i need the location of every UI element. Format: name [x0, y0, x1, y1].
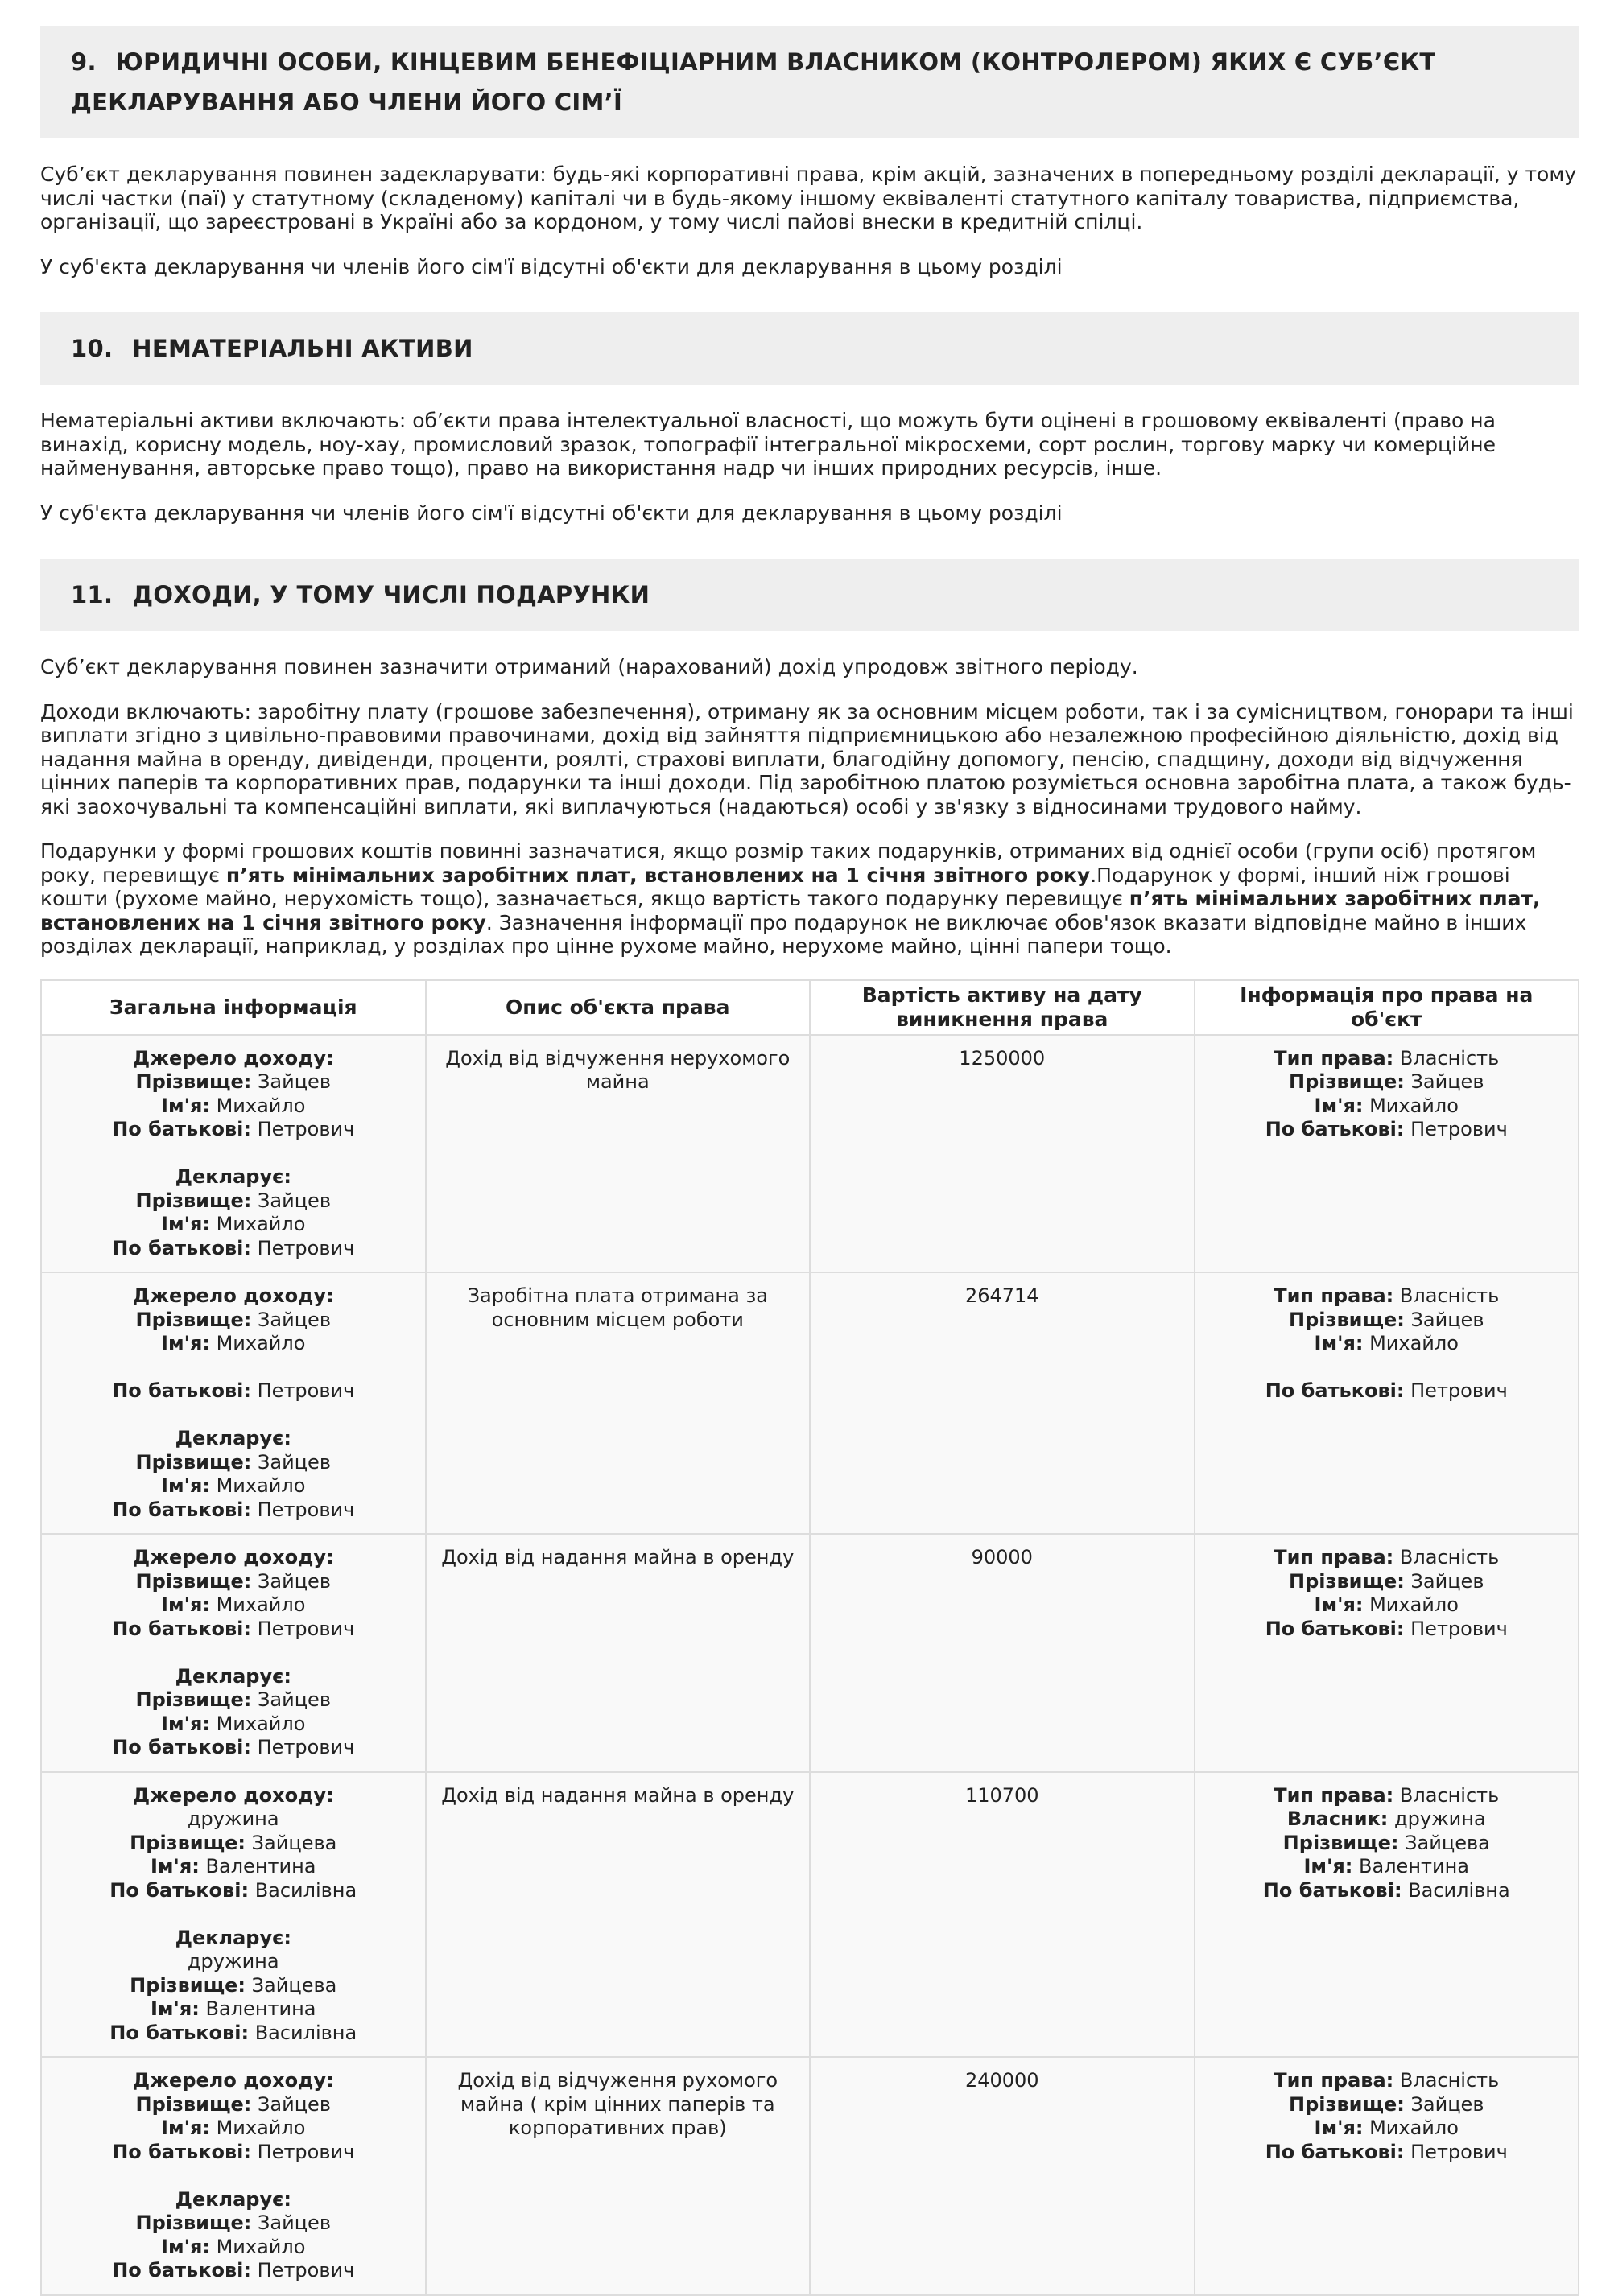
source-name-label: Ім'я:: [161, 1094, 210, 1117]
object-description-cell: Дохід від надання майна в оренду: [426, 1772, 811, 2058]
source-patronymic-label: По батькові:: [112, 1379, 251, 1402]
object-description-cell: Дохід від надання майна в оренду: [426, 1534, 811, 1772]
declares-label: Декларує:: [175, 1664, 291, 1688]
right-name-value: Михайло: [1369, 1593, 1459, 1616]
declarant-name-label: Ім'я:: [161, 1712, 210, 1735]
declarant-patronymic-value: Василівна: [254, 2021, 357, 2044]
declarant-surname-label: Прізвище:: [135, 1688, 252, 1711]
section-9-empty-note: У суб'єкта декларування чи членів його сім'ї відсутні об'єкти для декларування в цьому розділі: [40, 254, 1063, 278]
general-info-cell: [41, 1272, 426, 1534]
source-name-label: Ім'я:: [151, 1855, 200, 1878]
declarant-patronymic-label: По батькові:: [112, 1236, 251, 1259]
source-patronymic-value: Петрович: [257, 2140, 355, 2163]
declarant-patronymic: [53, 1736, 414, 1760]
source-patronymic: [53, 1118, 414, 1142]
declarant-surname-value: Зайцева: [251, 1973, 337, 1997]
right-owner-label: Власник:: [1286, 1808, 1389, 1830]
section-9-title-text: ЮРИДИЧНІ ОСОБИ, КІНЦЕВИМ БЕНЕФІЦІАРНИМ ВЛАСНИКОМ (КОНТРОЛЕРОМ) ЯКИХ Є СУБ’ЄКТ ДЕКЛАРУВАННЯ АБО ЧЛЕНИ ЙОГО СІМ’Ї: [71, 48, 1436, 116]
declarant-patronymic-value: Петрович: [257, 1236, 355, 1259]
declarant-patronymic-value: Петрович: [257, 1736, 355, 1758]
right-type-value: Власність: [1399, 1284, 1500, 1307]
right-name: [1207, 2117, 1567, 2141]
declarant-name: [53, 2236, 414, 2260]
right-surname: [1207, 1832, 1567, 1856]
right-owner-value: дружина: [1394, 1808, 1486, 1830]
rights-info-cell: [1195, 1035, 1579, 1273]
source-patronymic: [53, 1618, 414, 1642]
right-name-value: Михайло: [1369, 2117, 1459, 2139]
right-surname-label: Прізвище:: [1282, 1831, 1399, 1854]
right-name-label: Ім'я:: [1314, 1332, 1364, 1354]
right-patronymic: [1207, 1379, 1567, 1404]
blank-line: [53, 1641, 414, 1665]
declarant-surname: [53, 1451, 414, 1475]
section-10-title-text: НЕМАТЕРІАЛЬНІ АКТИВИ: [132, 335, 473, 362]
section-11-intro: Суб’єкт декларування повинен зазначити отриманий (нарахований) дохід упродовж звітного періоду.: [40, 655, 1138, 678]
income-source-label: Джерело доходу:: [132, 1783, 334, 1807]
section-11-header: [40, 559, 1579, 631]
source-name-value: Михайло: [216, 1332, 306, 1354]
source-patronymic-value: Петрович: [257, 1379, 355, 1402]
source-surname-value: Зайцев: [258, 1308, 331, 1331]
income-source-relation: дружина: [187, 1808, 279, 1830]
declarant-surname: [53, 1189, 414, 1214]
right-surname: [1207, 2093, 1567, 2117]
declarant-name-label: Ім'я:: [161, 1474, 210, 1497]
table-row: [41, 1772, 1579, 2058]
declarant-surname-label: Прізвище:: [135, 1189, 252, 1212]
object-description-cell: Заробітна плата отримана за основним місцем роботи: [426, 1272, 811, 1534]
right-name-value: Михайло: [1369, 1332, 1459, 1354]
general-info-cell: [41, 1772, 426, 2058]
source-surname-label: Прізвище:: [135, 2092, 252, 2116]
right-name: [1207, 1593, 1567, 1618]
declaration-page: [40, 26, 1579, 2296]
general-info-cell: [41, 2057, 426, 2295]
gifts-note-threshold-2: п’ять мінімальних заробітних плат, встановлених на 1 січня звітного року: [40, 887, 1541, 934]
blank-line: [53, 2164, 414, 2188]
declarant-surname-value: Зайцев: [258, 1450, 331, 1474]
declarant-surname: [53, 2211, 414, 2236]
source-patronymic-label: По батькові:: [112, 1118, 251, 1140]
source-surname-label: Прізвище:: [135, 1569, 252, 1593]
right-surname-label: Прізвище:: [1289, 2092, 1405, 2116]
section-9-description: Суб’єкт декларування повинен задекларувати: будь-які корпоративні права, крім акцій, зазначених в попередньому розділі декларації, у тому числі частки (паї) у статутному (складеному) капіталі чи в будь-якому іншому еквіваленті статутного капіталу товариства, підприємства, організації, що зареєстровані в Україні або за кордоном, у тому числі пайові внески в кредитній спілці.: [40, 163, 1576, 233]
declarant-name-label: Ім'я:: [161, 1213, 210, 1235]
declarant-name-value: Валентина: [205, 1997, 316, 2020]
right-patronymic-value: Петрович: [1410, 1379, 1508, 1402]
source-name-label: Ім'я:: [161, 1332, 210, 1354]
asset-value-cell: 110700: [810, 1772, 1195, 2058]
right-type: [1207, 1047, 1567, 1071]
table-row: [41, 1035, 1579, 1273]
source-name: [53, 1332, 414, 1356]
right-surname-value: Зайцев: [1410, 1308, 1484, 1331]
source-name-value: Михайло: [216, 1593, 306, 1616]
declarant-surname-value: Зайцев: [258, 1688, 331, 1711]
right-name: [1207, 1855, 1567, 1879]
income-source-label: Джерело доходу:: [132, 2069, 334, 2092]
section-9-title: [71, 42, 1549, 122]
income-table: [40, 979, 1579, 2296]
source-surname-label: Прізвище:: [135, 1070, 252, 1093]
object-description-cell: Дохід від відчуження нерухомого майна: [426, 1035, 811, 1273]
right-name-label: Ім'я:: [1314, 1593, 1364, 1616]
column-header-rights-info: Інформація про права на об'єкт: [1195, 980, 1579, 1035]
table-row: [41, 1534, 1579, 1772]
right-patronymic-label: По батькові:: [1265, 2140, 1405, 2163]
table-row: [41, 2057, 1579, 2295]
source-patronymic-label: По батькові:: [109, 1878, 250, 1902]
section-11-number: 11.: [71, 581, 114, 608]
table-row: [41, 1272, 1579, 1534]
general-info-cell: [41, 1035, 426, 1273]
section-10-number: 10.: [71, 335, 114, 362]
declarant-name-value: Михайло: [216, 1712, 306, 1735]
section-11-title: [71, 575, 1549, 615]
declarant-patronymic-label: По батькові:: [112, 1736, 251, 1758]
declarant-patronymic: [53, 2259, 414, 2283]
right-patronymic-value: Петрович: [1410, 2140, 1508, 2163]
right-patronymic: [1207, 1879, 1567, 1903]
asset-value-cell: 1250000: [810, 1035, 1195, 1273]
source-surname: [53, 2093, 414, 2117]
right-type-label: Тип права:: [1274, 1046, 1394, 1070]
blank-line: [53, 1356, 414, 1380]
declarant-surname-value: Зайцев: [258, 1189, 331, 1212]
source-patronymic-value: Петрович: [257, 1118, 355, 1140]
declares-label: Декларує:: [175, 1926, 291, 1949]
declarant-patronymic-value: Петрович: [257, 1498, 355, 1521]
right-type-label: Тип права:: [1274, 1284, 1394, 1307]
declarant-patronymic: [53, 1237, 414, 1261]
right-patronymic: [1207, 1618, 1567, 1642]
section-11-title-text: ДОХОДИ, У ТОМУ ЧИСЛІ ПОДАРУНКИ: [132, 581, 650, 608]
right-type-label: Тип права:: [1274, 1546, 1394, 1568]
source-name-value: Михайло: [216, 1094, 306, 1117]
column-header-asset-value: Вартість активу на дату виникнення права: [810, 980, 1195, 1035]
declarant-patronymic: [53, 2022, 414, 2046]
source-surname-label: Прізвище:: [130, 1831, 246, 1854]
right-surname-label: Прізвище:: [1289, 1569, 1405, 1593]
source-surname-value: Зайцев: [258, 2092, 331, 2116]
right-type-label: Тип права:: [1274, 2069, 1394, 2092]
right-type-label: Тип права:: [1274, 1783, 1394, 1807]
right-surname-value: Зайцев: [1410, 2092, 1484, 2116]
declarant-name-label: Ім'я:: [161, 2235, 210, 2258]
blank-line: [53, 1404, 414, 1428]
declarant-name: [53, 1474, 414, 1498]
right-surname-value: Зайцев: [1410, 1070, 1484, 1093]
right-name-value: Валентина: [1359, 1855, 1469, 1878]
declares-label: Декларує:: [175, 1427, 291, 1449]
section-11-income-definition: Доходи включають: заробітну плату (грошове забезпечення), отриману як за основним місцем роботи, так і за сумісництвом, гонорари та інші виплати згідно з цивільно-правовими правочинами, дохід від зайняття підприємницькою або незалежною професійною діяльністю, дохід від надання майна в оренду, дивіденди, проценти, роялті, страхові виплати, благодійну допомогу, пенсію, спадщину, доходи від відчуження цінних паперів та корпоративних прав, подарунки та інші доходи. Під заробітною платою розуміється основна заробітна плата, а також будь-які заохочувальні та компенсаційні виплати, які виплачуються (надаються) особі у зв'язку з відносинами трудового найму.: [40, 699, 1574, 818]
source-name: [53, 2117, 414, 2141]
source-patronymic-label: По батькові:: [112, 1617, 251, 1640]
declarant-surname-label: Прізвище:: [130, 1973, 246, 1997]
source-surname: [53, 1070, 414, 1094]
gifts-note-part-2: .Подарунок у формі, інший ніж грошові кошти (рухоме майно, нерухомість тощо), зазначається, якщо вартість такого подарунку перевищує: [40, 863, 1510, 910]
declarant-name: [53, 1713, 414, 1737]
source-patronymic-label: По батькові:: [112, 2140, 251, 2163]
asset-value-cell: 240000: [810, 2057, 1195, 2295]
source-name-label: Ім'я:: [161, 2117, 210, 2139]
right-surname: [1207, 1070, 1567, 1094]
right-patronymic-label: По батькові:: [1265, 1379, 1405, 1402]
declarant-name-label: Ім'я:: [151, 1997, 200, 2020]
right-patronymic-label: По батькові:: [1262, 1878, 1402, 1902]
income-source-label: Джерело доходу:: [132, 1046, 334, 1070]
source-surname: [53, 1832, 414, 1856]
section-9-header: [40, 26, 1579, 138]
declares-label: Декларує:: [175, 2187, 291, 2211]
source-surname-value: Зайцева: [251, 1831, 337, 1854]
source-surname-value: Зайцев: [258, 1070, 331, 1093]
rights-info-cell: [1195, 2057, 1579, 2295]
blank-line: [53, 1902, 414, 1927]
source-surname: [53, 1309, 414, 1333]
source-patronymic: [53, 1879, 414, 1903]
right-type-value: Власність: [1399, 1783, 1500, 1807]
section-10-header: [40, 312, 1579, 385]
source-name-value: Валентина: [205, 1855, 316, 1878]
source-patronymic: [53, 2141, 414, 2165]
declarant-patronymic-label: По батькові:: [109, 2021, 250, 2044]
declarant-surname-label: Прізвище:: [135, 1450, 252, 1474]
right-patronymic: [1207, 2141, 1567, 2165]
right-type: [1207, 1784, 1567, 1808]
gifts-note-part-1: Подарунки у формі грошових коштів повинні зазначатися, якщо розмір таких подарунків, отриманих від однієї особи (групи осіб) протягом року, перевищує: [40, 839, 1537, 887]
right-type-value: Власність: [1399, 2069, 1500, 2092]
object-description-cell: Дохід від відчуження рухомого майна ( крім цінних паперів та корпоративних прав): [426, 2057, 811, 2295]
source-name: [53, 1855, 414, 1879]
general-info-cell: [41, 1534, 426, 1772]
column-header-object-description: Опис об'єкта права: [426, 980, 811, 1035]
section-10-empty-note: У суб'єкта декларування чи членів його сім'ї відсутні об'єкти для декларування в цьому розділі: [40, 501, 1063, 525]
declarant-name: [53, 1213, 414, 1237]
right-name-value: Михайло: [1369, 1094, 1459, 1117]
rights-info-cell: [1195, 1272, 1579, 1534]
section-10-title: [71, 328, 1549, 369]
income-source-label: Джерело доходу:: [132, 1284, 334, 1307]
right-patronymic-label: По батькові:: [1265, 1118, 1405, 1140]
income-table-body: [41, 1035, 1579, 2295]
right-surname-label: Прізвище:: [1289, 1308, 1405, 1331]
right-surname: [1207, 1309, 1567, 1333]
source-name-value: Михайло: [216, 2117, 306, 2139]
declarant-surname-value: Зайцев: [258, 2211, 331, 2234]
source-patronymic-value: Петрович: [257, 1617, 355, 1640]
source-patronymic: [53, 1379, 414, 1404]
right-surname-value: Зайцева: [1405, 1831, 1490, 1854]
right-patronymic-value: Петрович: [1410, 1617, 1508, 1640]
gifts-note-part-3: . Зазначення інформації про подарунок не виключає обов'язок вказати відповідне майно в інших розділах декларації, наприклад, у розділах про цінне рухоме майно, нерухоме майно, цінні папери тощо.: [40, 910, 1527, 958]
right-patronymic-value: Василівна: [1408, 1878, 1510, 1902]
column-header-general-info: Загальна інформація: [41, 980, 426, 1035]
right-surname-value: Зайцев: [1410, 1569, 1484, 1593]
section-11-gifts-note: [40, 839, 1579, 958]
source-name: [53, 1094, 414, 1119]
source-name: [53, 1593, 414, 1618]
right-surname: [1207, 1570, 1567, 1594]
right-type: [1207, 1284, 1567, 1309]
declarant-patronymic-label: По батькові:: [112, 1498, 251, 1521]
right-patronymic-label: По батькові:: [1265, 1617, 1405, 1640]
right-patronymic-value: Петрович: [1410, 1118, 1508, 1140]
blank-line: [1207, 1356, 1567, 1380]
declarant-relation: дружина: [187, 1950, 279, 1972]
right-type-value: Власність: [1399, 1046, 1500, 1070]
source-surname: [53, 1570, 414, 1594]
declares-label: Декларує:: [175, 1165, 291, 1188]
rights-info-cell: [1195, 1772, 1579, 2058]
section-10-description: Нематеріальні активи включають: об’єкти права інтелектуальної власності, що можуть бути оцінені в грошовому еквіваленті (право на винахід, корисну модель, ноу-хау, промисловий зразок, топографії інтегральної мікросхеми, сорт рослин, торгову марку чи комерційне найменування, авторське право тощо), право на використання надр чи інших природних ресурсів, інше.: [40, 409, 1496, 480]
right-name-label: Ім'я:: [1314, 1094, 1364, 1117]
asset-value-cell: 264714: [810, 1272, 1195, 1534]
gifts-note-threshold-1: п’ять мінімальних заробітних плат, встановлених на 1 січня звітного року: [225, 863, 1091, 887]
right-name-label: Ім'я:: [1314, 2117, 1364, 2139]
income-table-header-row: [41, 980, 1579, 1035]
declarant-surname: [53, 1974, 414, 1998]
declarant-patronymic: [53, 1498, 414, 1523]
declarant-name-value: Михайло: [216, 2235, 306, 2258]
rights-info-cell: [1195, 1534, 1579, 1772]
right-type: [1207, 2069, 1567, 2093]
source-surname-label: Прізвище:: [135, 1308, 252, 1331]
declarant-patronymic-label: По батькові:: [112, 2259, 251, 2282]
declarant-surname: [53, 1688, 414, 1713]
declarant-surname-label: Прізвище:: [135, 2211, 252, 2234]
right-name: [1207, 1094, 1567, 1119]
right-name: [1207, 1332, 1567, 1356]
right-surname-label: Прізвище:: [1289, 1070, 1405, 1093]
declarant-name: [53, 1997, 414, 2022]
source-surname-value: Зайцев: [258, 1569, 331, 1593]
asset-value-cell: 90000: [810, 1534, 1195, 1772]
right-owner: [1207, 1808, 1567, 1832]
right-type: [1207, 1546, 1567, 1570]
declarant-name-value: Михайло: [216, 1474, 306, 1497]
section-9-number: 9.: [71, 48, 97, 76]
declarant-patronymic-value: Петрович: [257, 2259, 355, 2282]
source-name-label: Ім'я:: [161, 1593, 210, 1616]
right-patronymic: [1207, 1118, 1567, 1142]
right-type-value: Власність: [1399, 1546, 1500, 1568]
source-patronymic-value: Василівна: [254, 1878, 357, 1902]
declarant-name-value: Михайло: [216, 1213, 306, 1235]
blank-line: [53, 1142, 414, 1166]
right-name-label: Ім'я:: [1303, 1855, 1353, 1878]
income-source-label: Джерело доходу:: [132, 1546, 334, 1568]
